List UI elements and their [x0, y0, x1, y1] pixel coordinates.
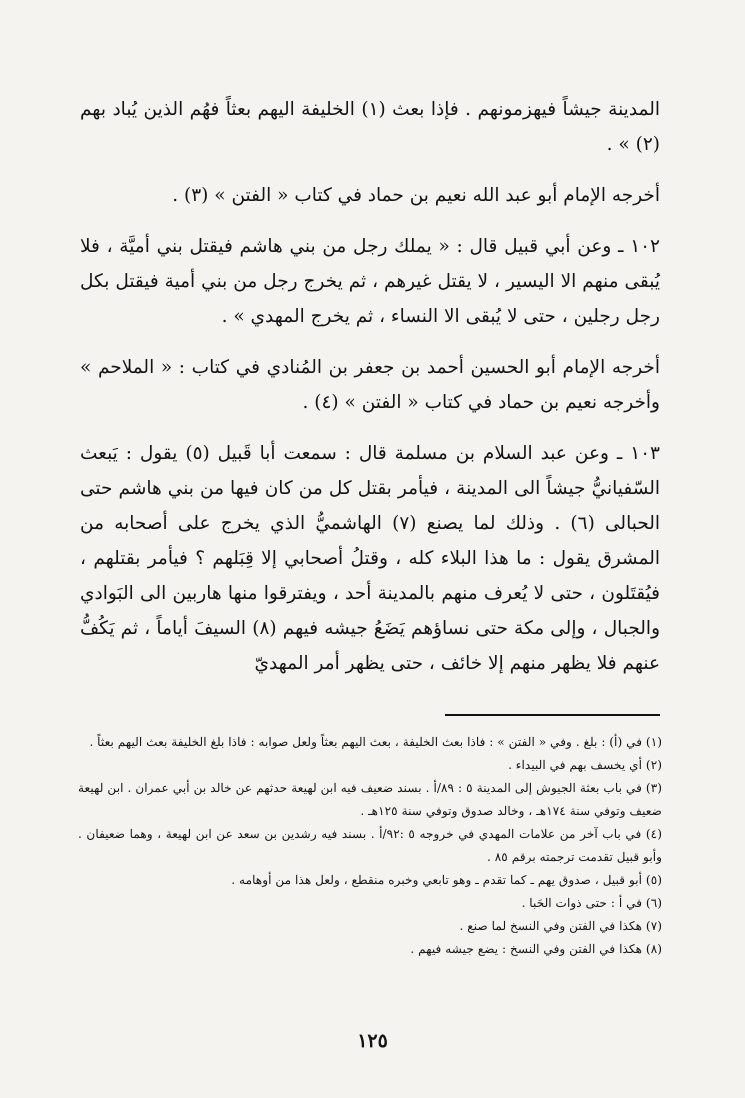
footnote-3: (٣) في باب بعثة الجيوش إلى المدينة ٥ : ٨٩/أ . بسند ضعيف فيه ابن لهيعة حدثهم عن خالد بن أبي عمران . ابن لهيعة ضعيف وتوفي سنة ١٧٤هـ ، وخالد صدوق وتوفي سنة ١٢٥هـ . — [78, 781, 662, 818]
footnote-7: (٧) هكذا في الفتن وفي النسخ لما صنع . — [459, 919, 662, 933]
footnote-1: (١) في (أ) : بلغ . وفي « الفتن » : فاذا بعث الخليفة ، بعث اليهم بعثاً ولعل صوابه : فاذا بلغ الخليفة بعث اليهم بعثاً . — [89, 735, 662, 749]
paragraph-attribution-fitan: أخرجه الإمام أبو عبد الله نعيم بن حماد في كتاب « الفتن » (٣) . — [172, 185, 660, 206]
footnote-2: (٢) أي يخسف بهم في البيداء . — [508, 758, 662, 772]
footnote-4: (٤) في باب آخر من علامات المهدي في خروجه ٥ :٩٢/أ . بسند فيه رشدين بن سعد عن ابن لهيعة ، وهما ضعيفان . وأبو قبيل تقدمت ترجمته برقم ٨٥ . — [78, 827, 662, 864]
footnote-5: (٥) أبو قبيل ، صدوق يهم ـ كما تقدم ـ وهو تابعي وخبره منقطع ، ولعل هذا من أوهامه . — [231, 873, 662, 887]
footnotes — [78, 731, 662, 961]
footnote-6: (٦) في أ : حتى ذوات الحَبا . — [521, 896, 662, 910]
paragraph-continuation: المدينة جيشاً فيهزمونهم . فإذا بعث (١) الخليفة اليهم بعثاً فهُم الذين يُباد بهم (٢) » . — [80, 99, 660, 155]
page-number: ١٢٥ — [357, 1030, 388, 1052]
footnote-8: (٨) هكذا في الفتن وفي النسخ : يضع جيشه فيهم . — [410, 942, 662, 956]
paragraph-attribution-malahim: أخرجه الإمام أبو الحسين أحمد بن جعفر بن المُنادي في كتاب : « الملاحم » وأخرجه نعيم بن حماد في كتاب « الفتن » (٤) . — [80, 357, 660, 413]
main-text — [80, 92, 660, 681]
paragraph-hadith-102: ١٠٢ ـ وعن أبي قبيل قال : « يملك رجل من بني هاشم فيقتل بني أميَّة ، فلا يُبقى منهم الا اليسير ، لا يقتل غيرهم ، ثم يخرج رجل من بني أمية فيقتل بكل رجل رجلين ، حتى لا يُبقى الا النساء ، ثم يخرج المهدي » . — [80, 236, 660, 327]
paragraph-hadith-103: ١٠٣ ـ وعن عبد السلام بن مسلمة قال : سمعت أبا قَبيل (٥) يقول : يَبعث السّفيانيُّ جيشاً الى المدينة ، فيأمر بقتل كل من كان فيها من بني هاشم حتى الحبالى (٦) . وذلك لما يصنع (٧) الهاشميُّ الذي يخرج على أصحابه من المشرق يقول : ما هذا البلاء كله ، وقتلُ أصحابي إلا قِبَلهم ؟ فيأمر بقتلهم ، فيُقتَلون ، حتى لا يُعرف منهم بالمدينة أحد ، ويفترقوا منها هاربين الى البَوادي والجبال ، وإلى مكة حتى نساؤهم يَضَعُ جيشه فيهم (٨) السيفَ أياماً ، ثم يَكُفُّ عنهم فلا يظهر منهم إلا خائف ، حتى يظهر أمر المهديّ — [80, 443, 661, 674]
footnote-divider — [445, 714, 660, 716]
